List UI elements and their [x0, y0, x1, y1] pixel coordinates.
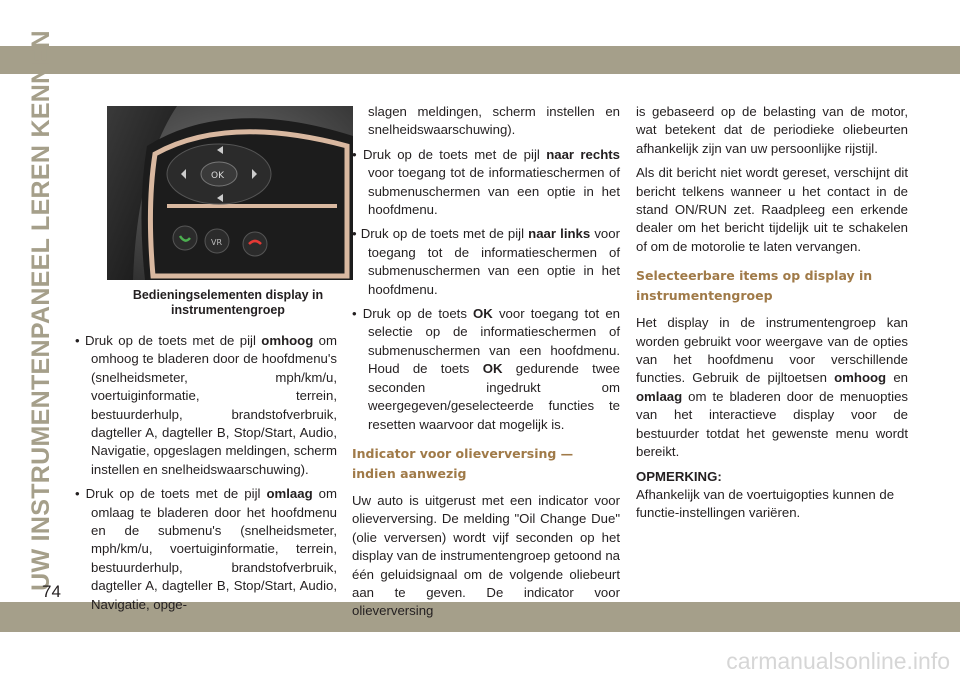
- oil-change-paragraph: Uw auto is uitgerust met een indicator voor olieverversing. De melding "Oil Change Due" (olie verversen) wordt vijf seconden op het display van de instrumentengroep getoond na één geluidsignaal om de volgende oliebeurt aan te geven. De indicator voor olieverversing: [352, 492, 620, 619]
- top-band: [0, 46, 960, 74]
- bullet-up-arrow: • Druk op de toets met de pijl omhoog om omhoog te bladeren door de hoofdmenu's (snelheidsmeter, mph/km/u, voertuiginformatie, terrein, bestuurderhulp, brandstofverbruik, dagteller A, dagteller B, Stop/Start, Audio, Navigatie, opgeslagen meldingen, scherm instellen en snelheidswaarschuwing).: [75, 333, 338, 477]
- watermark: carmanualsonline.info: [726, 648, 950, 674]
- note: [636, 468, 908, 523]
- selectable-items-heading: Selecteerbare items op display in instrumentengroep: [636, 268, 873, 304]
- figure-caption: Bedieningselementen display in instrumentengroep: [132, 288, 324, 317]
- paragraph-engine-load: is gebaseerd op de belasting van de motor, wat betekent dat de periodieke oliebeurten afhankelijk zijn van uw persoonlijke rijstijl.: [636, 104, 908, 156]
- page-number: 74: [42, 582, 61, 601]
- svg-text:OK: OK: [211, 171, 224, 181]
- continued-text: slagen meldingen, scherm instellen en snelheidswaarschuwing).: [368, 104, 620, 138]
- note-text: Afhankelijk van de voertuigopties kunnen de functie-instellingen variëren.: [636, 486, 895, 521]
- column-1: [75, 106, 337, 620]
- oil-change-heading: Indicator voor olieverversing — indien aanwezig: [352, 445, 574, 481]
- column-3: [636, 103, 908, 523]
- svg-text:VR: VR: [211, 238, 223, 247]
- bullet-ok-button: • Druk op de toets OK voor toegang tot en selectie op de informatieschermen of submenuschermen van een hoofdmenu. Houd de toets OK gedurende twee seconden ingedrukt om weergegeven/geselecteerde functies te resetten waarvoor dat mogelijk is.: [352, 306, 621, 432]
- paragraph-reset-message: Als dit bericht niet wordt gereset, verschijnt dit bericht telkens wanneer u het contact in de stand ON/RUN zet. Raadpleeg een erkende dealer om het bericht tijdelijk uit te schakelen of om de motorolie te laten vervangen.: [636, 165, 908, 254]
- section-side-title: UW INSTRUMENTENPANEEL LEREN KENNEN: [26, 29, 55, 591]
- steering-wheel-controls-photo: [107, 106, 353, 280]
- note-label: OPMERKING:: [636, 468, 722, 484]
- column-2: [352, 103, 620, 627]
- steering-wheel-illustration: [107, 106, 353, 280]
- bullet-left-arrow: • Druk op de toets met de pijl naar links voor toegang tot de informatieschermen of submenuschermen van een optie in het hoofdmenu.: [352, 226, 620, 297]
- bullet-down-arrow: • Druk op de toets met de pijl omlaag om omlaag te bladeren door het hoofdmenu en de submenu's (snelheidsmeter, mph/km/u, voertuiginformatie, terrein, bestuurderhulp, brandstofverbruik, dagteller A, dagteller B, Stop/Start, Audio, Navigatie, opge-: [75, 486, 337, 612]
- paragraph-display-menu: Het display in de instrumentengroep kan worden gebruikt voor weergave van de opties van het hoofdmenu voor verschillende functies. Gebruik de pijltoetsen omhoog en omlaag om te bladeren door de menuopties van het interactieve display voor de bestuurder totdat het gewenste menu wordt bereikt.: [636, 315, 908, 460]
- bullet-right-arrow: • Druk op de toets met de pijl naar rechts voor toegang tot de informatieschermen of submenuschermen van een optie in het hoofdmenu.: [352, 146, 621, 218]
